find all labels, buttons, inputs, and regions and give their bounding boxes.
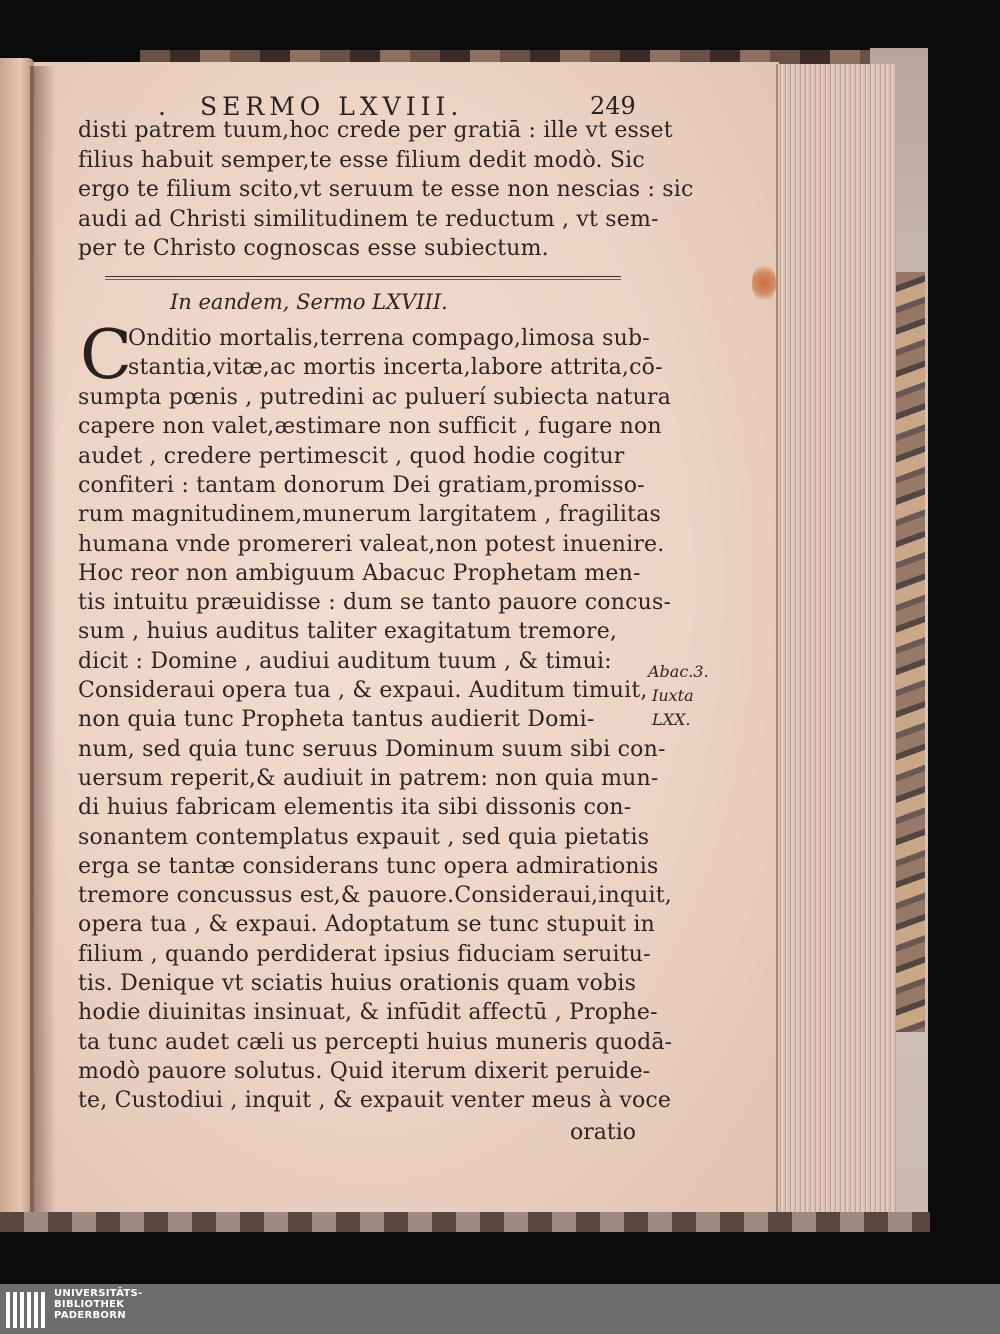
body-line: num, sed quia tunc seruus Dominum suum sibi con- bbox=[78, 736, 666, 762]
body-line: opera tua , & expaui. Adoptatum se tunc stupuit in bbox=[78, 912, 656, 938]
intro-line: audi ad Christi similitudinem te reductum , vt sem- bbox=[78, 206, 659, 232]
body-line: filium , quando perdiderat ipsius fiduciam seruitu- bbox=[78, 941, 651, 967]
body-line: te, Custodiui , inquit , & expauit venter meus à voce bbox=[78, 1088, 672, 1114]
body-line: humana vnde promereri valeat,non potest inuenire. bbox=[78, 531, 665, 557]
body-line: tis. Denique vt sciatis huius orationis quam vobis bbox=[78, 971, 637, 996]
section-rule bbox=[105, 276, 621, 277]
drop-cap: C bbox=[80, 316, 133, 395]
first-line: stantia,vitæ,ac mortis incerta,labore attrita,cō- bbox=[128, 355, 663, 380]
body-line: Hoc reor non ambiguum Abacuc Prophetam men- bbox=[78, 560, 641, 586]
body-line: sum , huius auditus taliter exagitatum tremore, bbox=[78, 619, 618, 645]
catchword: oratio bbox=[570, 1120, 636, 1145]
margin-note-line: Iuxta bbox=[652, 686, 694, 705]
page-stain bbox=[752, 262, 776, 304]
body-line: sumpta pœnis , putredini ac puluerí subiecta natura bbox=[78, 385, 672, 410]
body-line: Consideraui opera tua , & expaui. Auditum timuit, bbox=[78, 678, 648, 703]
body-line: non quia tunc Propheta tantus audierit Domi- bbox=[78, 707, 595, 733]
body-line: tis intuitu præuidisse : dum se tanto pauore concus- bbox=[78, 590, 672, 616]
body-line: audet , credere pertimescit , quod hodie cogitur bbox=[78, 443, 625, 469]
margin-note-line: Abac.3. bbox=[648, 662, 709, 681]
body-line: di huius fabricam elementis ita sibi dissonis con- bbox=[78, 795, 632, 821]
library-footer bbox=[0, 1284, 1000, 1334]
intro-line: filius habuit semper,te esse filium dedit modò. Sic bbox=[78, 147, 645, 173]
intro-line: disti patrem tuum,hoc crede per gratiā : ille vt esset bbox=[78, 118, 673, 143]
footer-line-2: BIBLIOTHEK bbox=[54, 1299, 125, 1310]
left-page-edge bbox=[0, 58, 34, 1230]
body-line: ta tunc audet cæli us percepti huius muneris quodā- bbox=[78, 1029, 673, 1055]
body-line: confiteri : tantam donorum Dei gratiam,promisso- bbox=[78, 472, 645, 498]
intro-line: per te Christo cognoscas esse subiectum. bbox=[78, 236, 549, 261]
body-line: uersum reperit,& audiuit in patrem: non quia mun- bbox=[78, 765, 659, 791]
body-line: sonantem contemplatus expauit , sed quia pietatis bbox=[78, 824, 650, 850]
header-dot: . bbox=[158, 92, 166, 121]
intro-line: ergo te filium scito,vt seruum te esse non nescias : sic bbox=[78, 177, 694, 202]
body-line: hodie diuinitas insinuat, & infūdit affectū , Prophe- bbox=[78, 1000, 658, 1026]
body-line: modò pauore solutus. Quid iterum dixerit peruide- bbox=[78, 1058, 651, 1084]
library-logo-icon bbox=[4, 1288, 50, 1330]
section-rule-secondary bbox=[105, 279, 621, 280]
running-head: SERMO LXVIII. bbox=[200, 92, 464, 121]
margin-note-line: LXX. bbox=[652, 710, 691, 729]
body-line: capere non valet,æstimare non sufficit , fugare non bbox=[78, 414, 662, 440]
page-block-edges bbox=[776, 64, 896, 1214]
first-line: Onditio mortalis,terrena compago,limosa sub- bbox=[128, 326, 650, 351]
marbled-cover bbox=[893, 272, 925, 1032]
page-number: 249 bbox=[590, 92, 636, 120]
gutter-shadow bbox=[30, 66, 56, 1226]
sermon-heading: In eandem, Sermo LXVIII. bbox=[170, 290, 448, 314]
body-line: erga se tantæ considerans tunc opera admirationis bbox=[78, 853, 659, 879]
book-bottom-edge bbox=[0, 1212, 930, 1232]
footer-line-3: PADERBORN bbox=[54, 1310, 126, 1321]
body-line: dicit : Domine , audiui auditum tuum , & timui: bbox=[78, 648, 612, 674]
footer-line-1: UNIVERSITÄTS- bbox=[54, 1288, 143, 1299]
body-line: rum magnitudinem,munerum largitatem , fragilitas bbox=[78, 502, 661, 528]
body-line: tremore concussus est,& pauore.Consideraui,inquit, bbox=[78, 883, 672, 909]
